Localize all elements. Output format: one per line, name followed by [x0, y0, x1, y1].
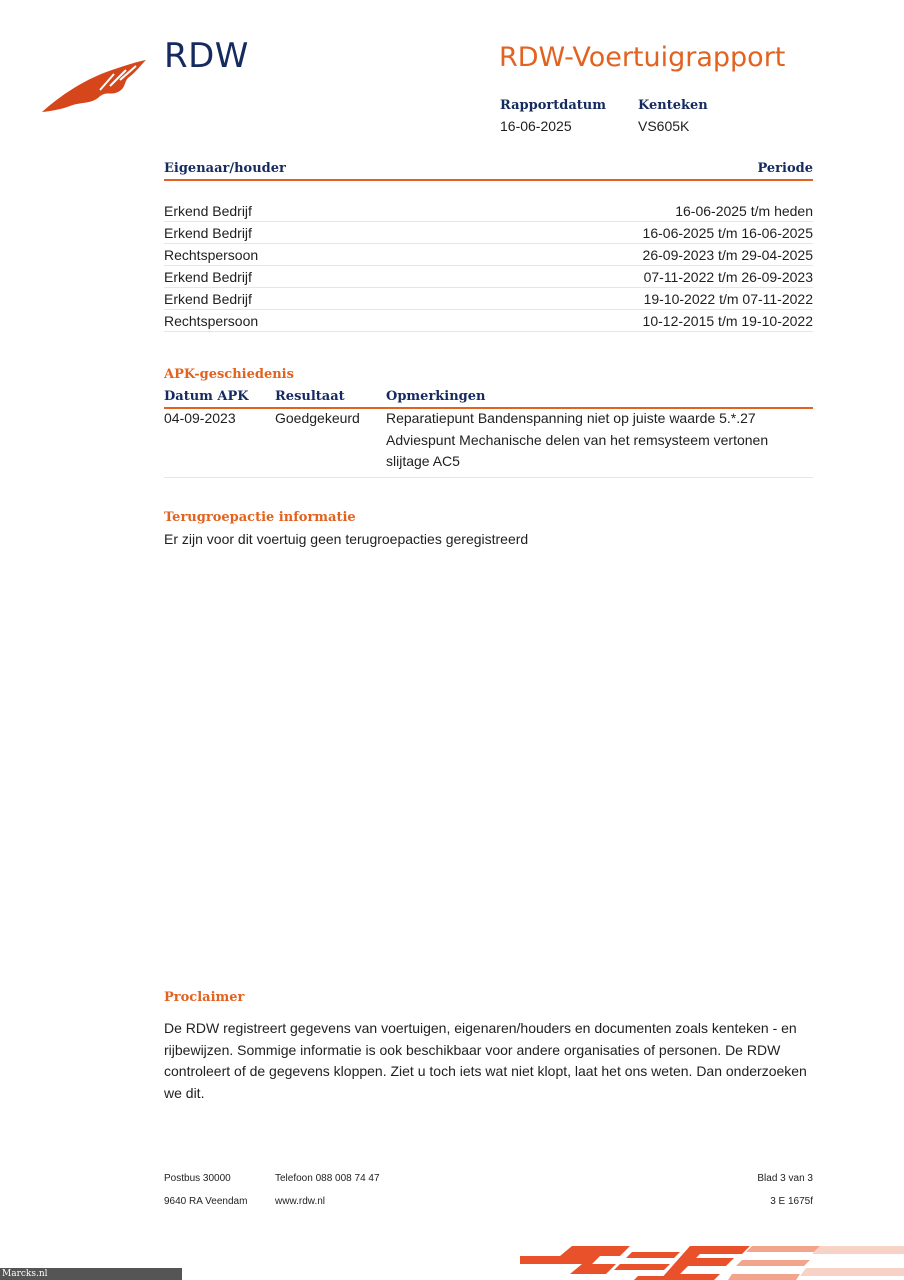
- apk-remarks-cell: [386, 408, 813, 473]
- footer-telefoon: Telefoon 088 008 74 47: [275, 1173, 380, 1184]
- apk-remark-line: slijtage AC5: [386, 453, 460, 469]
- apk-remarks-header: Opmerkingen: [386, 389, 486, 404]
- recall-section-title: Terugroepactie informatie: [164, 510, 356, 525]
- owner-cell: Rechtspersoon: [164, 312, 259, 329]
- apk-section-title: APK-geschiedenis: [164, 367, 294, 382]
- table-row: [164, 266, 813, 288]
- period-cell: 07-11-2022 t/m 26-09-2023: [643, 268, 813, 285]
- owner-cell: Erkend Bedrijf: [164, 202, 252, 219]
- apk-table: [164, 408, 813, 478]
- owner-cell: Erkend Bedrijf: [164, 290, 252, 307]
- recall-text: Er zijn voor dit voertuig geen terugroepacties geregistreerd: [164, 531, 529, 547]
- proclaimer-line: De RDW registreert gegevens van voertuigen, eigenaren/houders en documenten zoals kenteken - en: [164, 1020, 797, 1036]
- logo-text: RDW: [164, 36, 249, 76]
- period-cell: 10-12-2015 t/m 19-10-2022: [642, 312, 813, 329]
- kenteken-label: Kenteken: [638, 98, 708, 113]
- proclaimer-title: Proclaimer: [164, 990, 245, 1005]
- period-column-header: Periode: [757, 161, 813, 176]
- apk-result-header: Resultaat: [275, 389, 345, 404]
- period-cell: 26-09-2023 t/m 29-04-2025: [642, 246, 813, 263]
- table-row: [164, 310, 813, 332]
- footer-city: 9640 RA Veendam: [164, 1196, 248, 1207]
- owner-table: [164, 200, 813, 332]
- apk-result-cell: Goedgekeurd: [275, 410, 360, 426]
- owners-header-rule: [164, 179, 813, 181]
- owner-column-header: Eigenaar/houder: [164, 161, 286, 176]
- decorative-stripes-graphic: [520, 1244, 904, 1280]
- owner-cell: Rechtspersoon: [164, 246, 259, 263]
- footer-code: 3 E 1675f: [770, 1196, 813, 1207]
- proclaimer-text: [164, 1018, 824, 1104]
- kenteken-value: VS605K: [638, 118, 690, 134]
- rdw-feather-logo: [40, 56, 150, 114]
- table-row: [164, 288, 813, 310]
- owner-cell: Erkend Bedrijf: [164, 224, 252, 241]
- table-row: [164, 408, 813, 473]
- apk-date-cell: 04-09-2023: [164, 410, 236, 426]
- footer-postbus: Postbus 30000: [164, 1173, 231, 1184]
- report-title: RDW-Voertuigrapport: [499, 42, 786, 73]
- table-row: [164, 200, 813, 222]
- period-cell: 16-06-2025 t/m heden: [675, 202, 813, 219]
- footer-website-link[interactable]: www.rdw.nl: [275, 1196, 326, 1207]
- watermark-bar: Marcks.nl: [0, 1268, 182, 1280]
- rapportdatum-label: Rapportdatum: [500, 98, 606, 113]
- proclaimer-line: controleert of de gegevens kloppen. Ziet u toch iets wat niet klopt, laat het ons weten. Dan onderzoeken: [164, 1063, 807, 1079]
- table-row: [164, 244, 813, 266]
- footer-page-number: Blad 3 van 3: [757, 1173, 813, 1184]
- period-cell: 19-10-2022 t/m 07-11-2022: [643, 290, 813, 307]
- table-row: [164, 222, 813, 244]
- proclaimer-line: we dit.: [164, 1084, 205, 1101]
- apk-date-header: Datum APK: [164, 389, 249, 404]
- proclaimer-line: rijbewijzen. Sommige informatie is ook beschikbaar voor andere organisaties of personen. De RDW: [164, 1041, 781, 1058]
- apk-remark-line: Reparatiepunt Bandenspanning niet op juiste waarde 5.*.27: [386, 410, 756, 426]
- rapportdatum-value: 16-06-2025: [500, 118, 572, 134]
- period-cell: 16-06-2025 t/m 16-06-2025: [642, 224, 813, 241]
- apk-remark-line: Adviespunt Mechanische delen van het remsysteem vertonen: [386, 431, 769, 448]
- owner-cell: Erkend Bedrijf: [164, 268, 252, 285]
